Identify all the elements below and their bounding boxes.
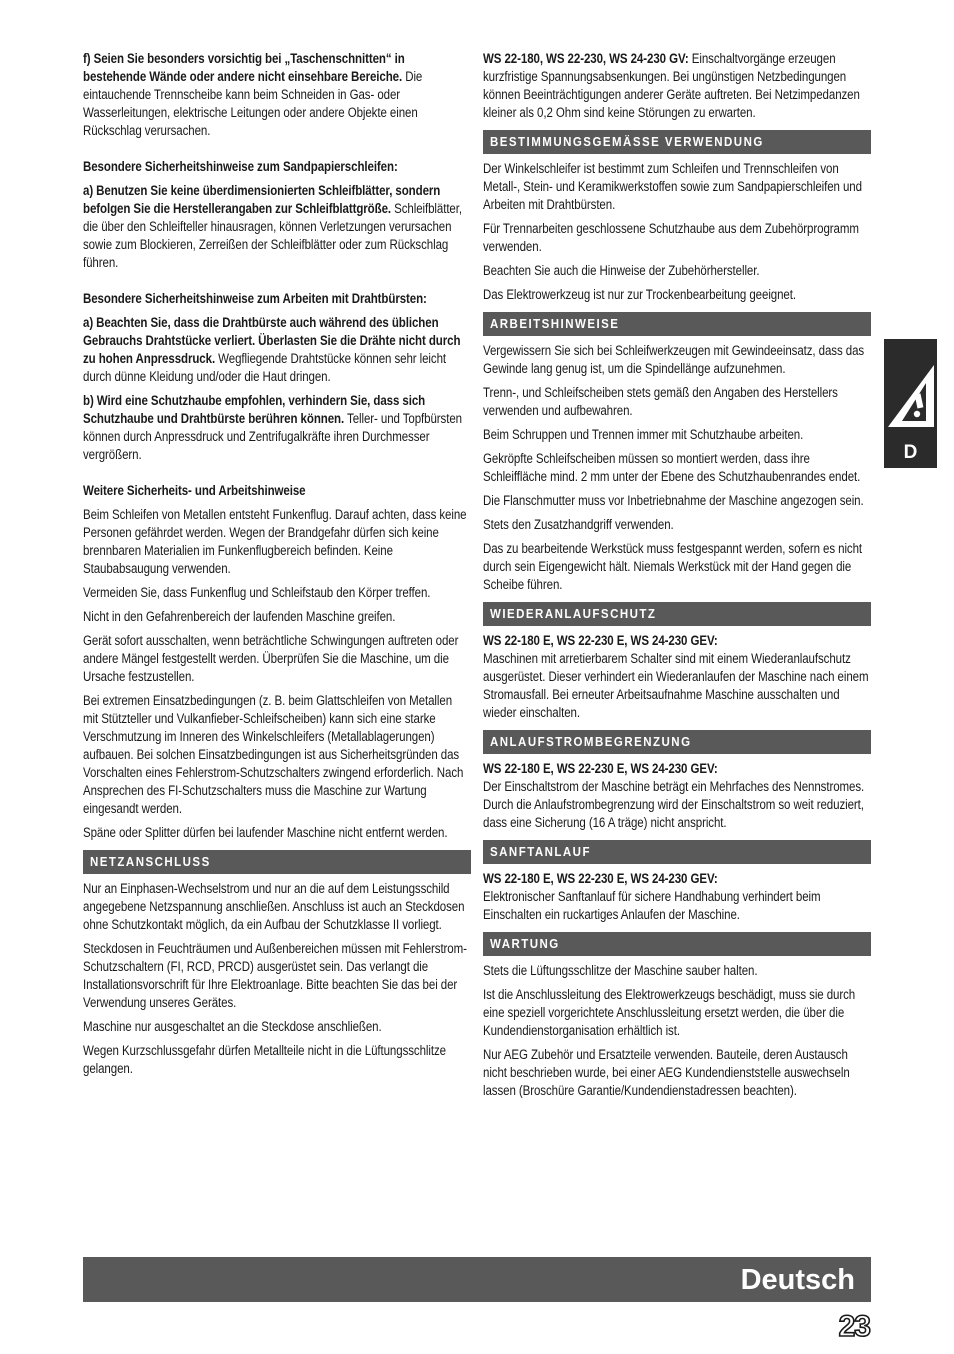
right-column <box>483 50 871 1106</box>
section-heading-text: SANFTANLAUF <box>490 845 591 859</box>
paragraph-text: Nur AEG Zubehör und Ersatzteile verwenden. Bauteile, deren Austausch nicht beschrieben wurde, bei einer AEG Kundendienststelle auswechseln lassen (Broschüre Garantie/Kundendienstadressen beachten). <box>483 1047 850 1098</box>
paragraph <box>483 492 870 510</box>
section-heading <box>483 730 871 754</box>
section-heading-text: ANLAUFSTROMBEGRENZUNG <box>490 735 692 749</box>
paragraph-text: Einschaltvorgänge erzeugen kurzfristige Spannungsabsenkungen. Bei ungünstigen Netzbedingungen können Beeinträchtigungen anderer Geräte auftreten. Bei Netzimpedanzen kleiner als 0,2 Ohm sind keine Störungen zu erwarten. <box>483 51 860 120</box>
paragraph <box>83 1042 470 1078</box>
paragraph-text: Für Trennarbeiten geschlossene Schutzhaube aus dem Zubehörprogramm verwenden. <box>483 221 859 254</box>
paragraph-text: Bei extremen Einsatzbedingungen (z. B. beim Glattschleifen von Metallen mit Stützteller und Vulkanfieber-Schleifscheiben) kann sich eine starke Verschmutzung im Inneren des Winkelschleifers (Metallablagerungen) aufbauen. Bei solchen Einsatzbedingungen ist aus Sicherheitsgründen das Vorschalten eines Fehlerstrom-Schutzschalters zwingend erforderlich. Nach Ansprechen des FI-Schutzschalters muss die Maschine zur Wartung eingesandt werden. <box>83 693 464 816</box>
paragraph-text: Ist die Anschlussleitung des Elektrowerkzeugs beschädigt, muss sie durch eine speziell vorgerichtete Anschlussleitung ersetzt werden, die über die Kundendienstorganisation erhältlich ist. <box>483 987 856 1038</box>
paragraph-lead: WS 22-180, WS 22-230, WS 24-230 GV: <box>483 51 689 66</box>
paragraph-text: Stets die Lüftungsschlitze der Maschine sauber halten. <box>483 963 758 978</box>
paragraph-text: Beim Schleifen von Metallen entsteht Funkenflug. Darauf achten, dass keine Personen gefährdet werden. Wegen der Brandgefahr dürfen sich keine brennbaren Materialien im Funkenflugbereich befinden. Keine Staubabsaugung verwenden. <box>83 507 467 576</box>
paragraph-lead: WS 22-180 E, WS 22-230 E, WS 24-230 GEV: <box>483 633 718 648</box>
paragraph <box>483 384 870 420</box>
paragraph-text: Schleifblätter, die über den Schleifteller hinausragen, können Verletzungen verursachen sowie zum Blockieren, Zerreißen der Schleifblätter oder zum Rückschlag führen. <box>83 201 462 270</box>
left-column <box>83 50 471 1084</box>
paragraph <box>483 540 870 594</box>
paragraph-text: Der Winkelschleifer ist bestimmt zum Schleifen und Trennschleifen von Metall-, Stein- und Keramikwerkstoffen sowie zum Sandpapierschleifen und Arbeiten mit Drahtbürsten. <box>483 161 862 212</box>
paragraph-lead: b) Wird eine Schutzhaube empfohlen, verhindern Sie, dass sich Schutzhaube und Drahtbürste berühren können. <box>83 393 426 426</box>
paragraph-text: Elektronischer Sanftanlauf für sichere Handhabung verhindert beim Einschalten ein ruckartiges Anlaufen der Maschine. <box>483 889 821 922</box>
footer-language-bar <box>83 1257 871 1302</box>
paragraph <box>83 182 470 272</box>
paragraph <box>483 220 870 256</box>
page-number: 23 <box>838 1310 870 1343</box>
paragraph-lead: a) Beachten Sie, dass die Drahtbürste auch während des üblichen Gebrauchs Drahtstücke verliert. Überlasten Sie die Drähte nicht durch zu hohen Anpressdruck. <box>83 315 461 366</box>
section-heading-text: WIEDERANLAUFSCHUTZ <box>490 607 657 621</box>
section-heading-text: ARBEITSHINWEISE <box>490 317 620 331</box>
paragraph-lead: Weitere Sicherheits- und Arbeitshinweise <box>83 483 306 498</box>
paragraph <box>83 584 470 602</box>
paragraph <box>483 632 870 722</box>
paragraph <box>483 262 870 280</box>
paragraph <box>483 160 870 214</box>
paragraph-text: Gerät sofort ausschalten, wenn beträchtliche Schwingungen auftreten oder andere Mängel festgestellt werden. Überprüfen Sie die Maschine, um die Ursache festzustellen. <box>83 633 459 684</box>
paragraph-text: Die Flanschmutter muss vor Inbetriebnahme der Maschine angezogen sein. <box>483 493 864 508</box>
paragraph-text: Die eintauchende Trennscheibe kann beim Schneiden in Gas- oder Wasserleitungen, elektrische Leitungen oder andere Objekte einen Rückschlag verursachen. <box>83 69 423 138</box>
paragraph-lead: a) Benutzen Sie keine überdimensionierten Schleifblätter, sondern befolgen Sie die Herstellerangaben zur Schleifblattgröße. <box>83 183 441 216</box>
paragraph <box>483 50 870 122</box>
subheading <box>83 482 470 500</box>
paragraph <box>83 392 470 464</box>
paragraph <box>83 632 470 686</box>
section-heading-text: NETZANSCHLUSS <box>90 855 211 869</box>
paragraph-text: Beachten Sie auch die Hinweise der Zubehörhersteller. <box>483 263 760 278</box>
paragraph <box>83 1018 470 1036</box>
paragraph <box>83 506 470 578</box>
paragraph <box>483 760 870 832</box>
paragraph-text: Vergewissern Sie sich bei Schleifwerkzeugen mit Gewindeeinsatz, dass das Gewinde lang genug ist, um die Spindellänge aufzunehmen. <box>483 343 865 376</box>
paragraph-lead: Besondere Sicherheitshinweise zum Sandpapierschleifen: <box>83 159 398 174</box>
section-heading <box>483 130 871 154</box>
paragraph <box>483 516 870 534</box>
paragraph-text: Nicht in den Gefahrenbereich der laufenden Maschine greifen. <box>83 609 396 624</box>
paragraph <box>483 962 870 980</box>
paragraph-lead: WS 22-180 E, WS 22-230 E, WS 24-230 GEV: <box>483 871 718 886</box>
paragraph <box>483 986 870 1040</box>
paragraph <box>483 450 870 486</box>
paragraph-text: Das zu bearbeitende Werkstück muss festgespannt werden, sofern es nicht durch sein Eigengewicht hält. Niemals Werkstück mit der Hand gegen die Scheibe führen. <box>483 541 863 592</box>
section-heading <box>83 850 471 874</box>
paragraph-text: Gekröpfte Schleifscheiben müssen so montiert werden, dass ihre Schleiffläche mind. 2 mm unter der Ebene des Schutzhaubenrandes endet. <box>483 451 861 484</box>
paragraph-text: Teller- und Topfbürsten können durch Anpressdruck und Zentrifugalkräfte ihren Durchmesser vergrößern. <box>83 411 462 462</box>
language-letter: D <box>903 442 918 463</box>
language-side-tab <box>884 339 937 468</box>
footer-language-label: Deutsch <box>740 1264 855 1296</box>
paragraph <box>83 824 470 842</box>
paragraph <box>483 870 870 924</box>
paragraph-text: Das Elektrowerkzeug ist nur zur Trockenbearbeitung geeignet. <box>483 287 796 302</box>
paragraph-text: Wegfliegende Drahtstücke können sehr leicht durch dünne Kleidung und/oder die Haut dringen. <box>83 351 447 384</box>
paragraph <box>83 314 470 386</box>
paragraph <box>83 608 470 626</box>
paragraph-lead: Besondere Sicherheitshinweise zum Arbeiten mit Drahtbürsten: <box>83 291 427 306</box>
paragraph-text: Maschinen mit arretierbarem Schalter sind mit einem Wiederanlaufschutz ausgerüstet. Dieser verhindert ein Wiederanlaufen der Maschine nach einem Stromausfall. Bei erneuter Arbeitsaufnahme Maschine ausschalten und wieder einschalten. <box>483 651 869 720</box>
paragraph-text: Maschine nur ausgeschaltet an die Steckdose anschließen. <box>83 1019 382 1034</box>
paragraph-text: Beim Schruppen und Trennen immer mit Schutzhaube arbeiten. <box>483 427 804 442</box>
paragraph-text: Späne oder Splitter dürfen bei laufender Maschine nicht entfernt werden. <box>83 825 448 840</box>
section-heading <box>483 602 871 626</box>
paragraph-lead: WS 22-180 E, WS 22-230 E, WS 24-230 GEV: <box>483 761 718 776</box>
section-heading <box>483 932 871 956</box>
paragraph <box>83 692 470 818</box>
paragraph <box>83 50 470 140</box>
section-heading-text: BESTIMMUNGSGEMÄSSE VERWENDUNG <box>490 135 764 149</box>
subheading <box>83 290 470 308</box>
paragraph-text: Trenn-, und Schleifscheiben stets gemäß den Angaben des Herstellers verwenden und aufbewahren. <box>483 385 838 418</box>
section-heading <box>483 312 871 336</box>
paragraph-text: Nur an Einphasen-Wechselstrom und nur an die auf dem Leistungsschild angegebene Netzspannung anschließen. Anschluss ist auch an Steckdosen ohne Schutzkontakt möglich, da ein Aufbau der Schutzklasse II vorliegt. <box>83 881 465 932</box>
paragraph-text: Wegen Kurzschlussgefahr dürfen Metallteile nicht in die Lüftungsschlitze gelangen. <box>83 1043 446 1076</box>
section-heading-text: WARTUNG <box>490 937 560 951</box>
paragraph-text: Stets den Zusatzhandgriff verwenden. <box>483 517 674 532</box>
paragraph-text: Der Einschaltstrom der Maschine beträgt ein Mehrfaches des Nennstromes. Durch die Anlaufstrombegrenzung wird der Einschaltstrom so weit reduziert, dass eine Sicherung (16 A träge) nicht anspricht. <box>483 779 865 830</box>
paragraph <box>483 426 870 444</box>
subheading <box>83 158 470 176</box>
paragraph <box>483 286 870 304</box>
paragraph <box>483 1046 870 1100</box>
paragraph-text: Steckdosen in Feuchträumen und Außenbereichen müssen mit Fehlerstrom-Schutzschaltern (FI, RCD, PRCD) ausgerüstet sein. Das verlangt die Installationsvorschrift für Ihre Elektroanlage. Bitte beachten Sie das bei der Verwendung unseres Gerätes. <box>83 941 467 1010</box>
paragraph <box>83 940 470 1012</box>
section-heading <box>483 840 871 864</box>
paragraph <box>83 880 470 934</box>
paragraph-text: Vermeiden Sie, dass Funkenflug und Schleifstaub den Körper treffen. <box>83 585 431 600</box>
warning-icon <box>884 361 937 431</box>
paragraph <box>483 342 870 378</box>
paragraph-lead: f) Seien Sie besonders vorsichtig bei „Taschenschnitten“ in bestehende Wände oder andere nicht einsehbare Bereiche. <box>83 51 405 84</box>
